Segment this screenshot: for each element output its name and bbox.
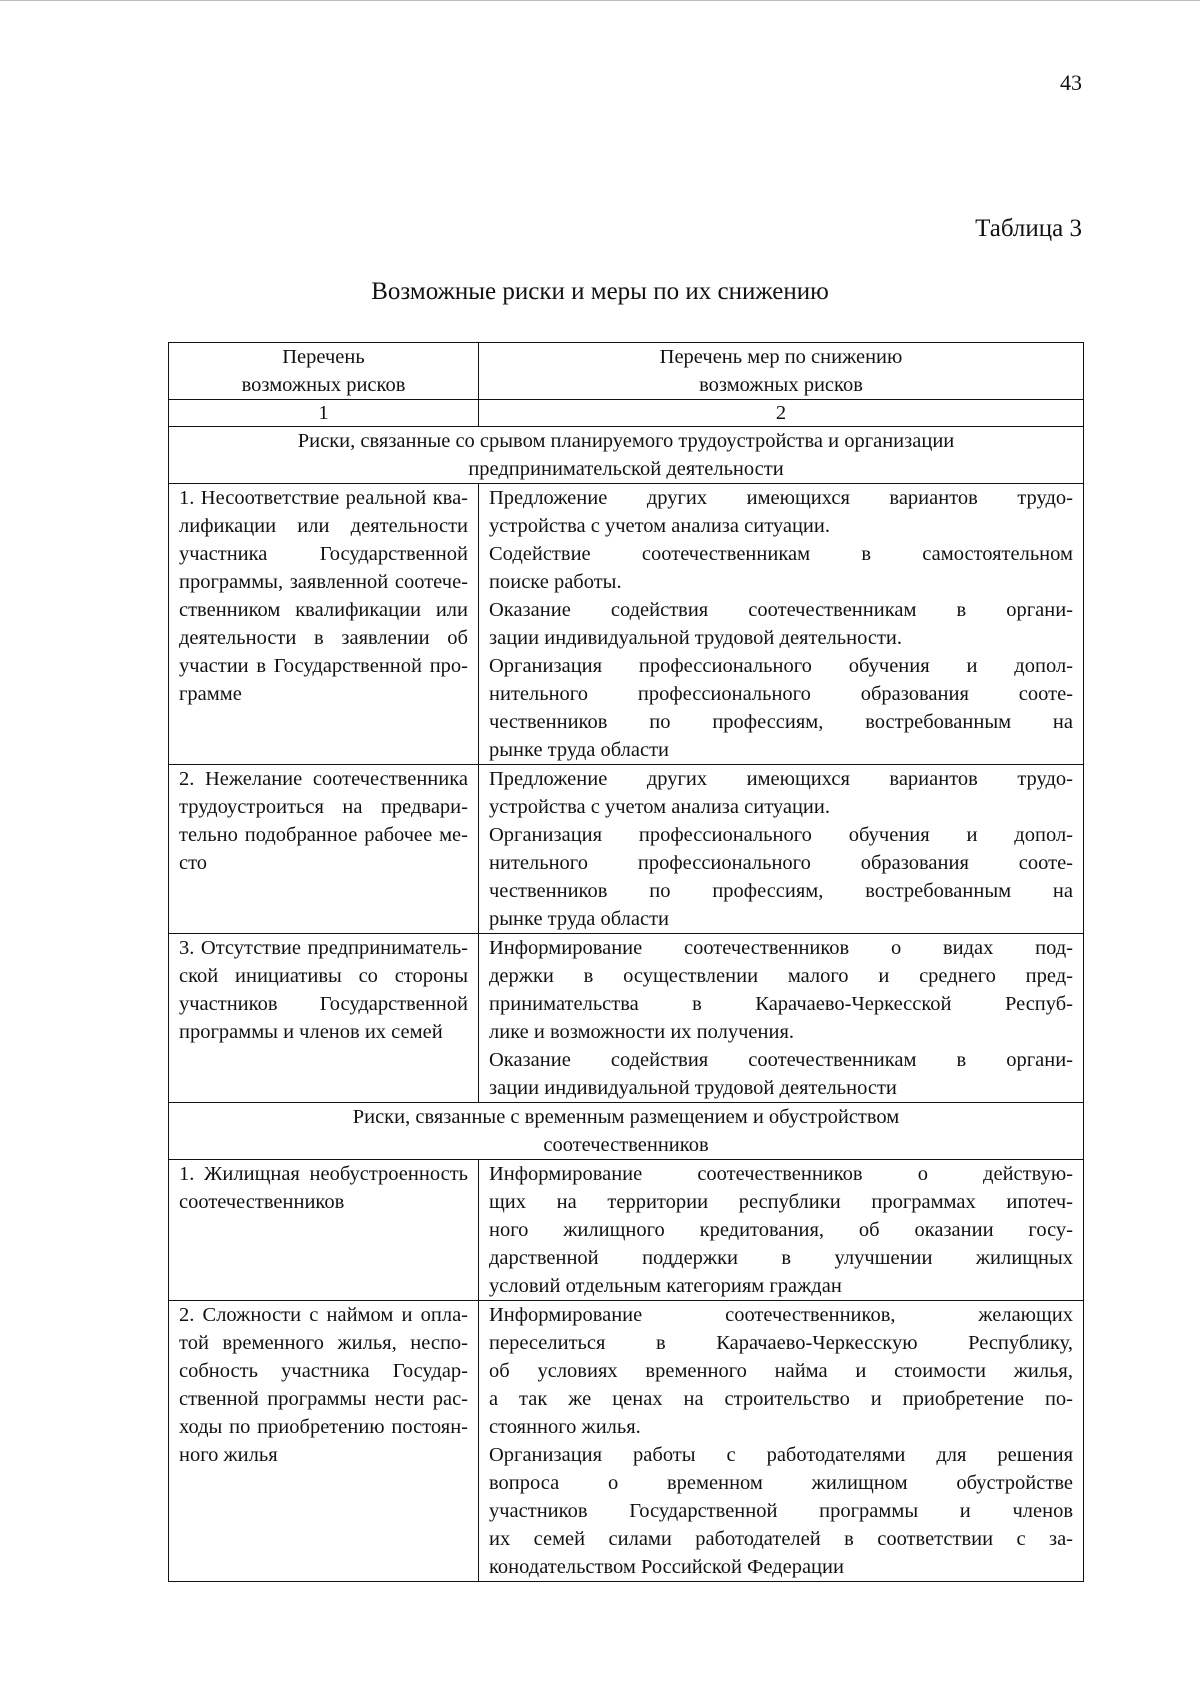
risk-cell bbox=[169, 1160, 479, 1301]
measures-line: рынке труда области bbox=[489, 739, 669, 761]
risk-line: деятельности в заявлении об bbox=[179, 627, 468, 649]
risk-line: ного жилья bbox=[179, 1444, 278, 1466]
measures-line: Информирование соотечественников, желающих bbox=[489, 1304, 1073, 1326]
measures-line: переселиться в Карачаево-Черкесскую Республику, bbox=[489, 1332, 1073, 1354]
measures-line: щих на территории республики программах ипотеч- bbox=[489, 1191, 1073, 1213]
measures-line: Содействие соотечественникам в самостоятельном bbox=[489, 543, 1073, 565]
measures-line: зации индивидуальной трудовой деятельности. bbox=[489, 627, 903, 649]
section-title bbox=[169, 1103, 1084, 1160]
column-number-2: 2 bbox=[479, 400, 1084, 427]
section-title-line: Риски, связанные со срывом планируемого трудоустройства и организации bbox=[297, 430, 955, 452]
measures-line: Оказание содействия соотечественникам в органи- bbox=[489, 1049, 1073, 1071]
measures-line: Информирование соотечественников о действую- bbox=[489, 1163, 1073, 1185]
section-row bbox=[169, 427, 1084, 484]
section-row bbox=[169, 1103, 1084, 1160]
header-col2 bbox=[479, 343, 1084, 400]
risk-line: сто bbox=[179, 852, 208, 874]
column-number-1: 1 bbox=[169, 400, 479, 427]
measures-line: Организация профессионального обучения и допол- bbox=[489, 655, 1073, 677]
header-col1-line: возможных рисков bbox=[241, 374, 406, 396]
header-col2-line: возможных рисков bbox=[699, 374, 863, 396]
measures-line: принимательства в Карачаево-Черкесской Респуб- bbox=[489, 993, 1073, 1015]
page-title: Возможные риски и меры по их снижению bbox=[371, 278, 829, 305]
measures-line: условий отдельным категориям граждан bbox=[489, 1275, 842, 1297]
measures-line: их семей силами работодателей в соответствии с за- bbox=[489, 1528, 1073, 1550]
measures-line: ного жилищного кредитования, об оказании госу- bbox=[489, 1219, 1073, 1241]
risk-line: 1. Несоответствие реальной ква- bbox=[179, 487, 468, 509]
measures-line: зации индивидуальной трудовой деятельности bbox=[489, 1077, 897, 1099]
measures-line: Оказание содействия соотечественникам в органи- bbox=[489, 599, 1073, 621]
table-label: Таблица 3 bbox=[975, 215, 1082, 242]
risk-line: ской инициативы со стороны bbox=[179, 965, 468, 987]
measures-line: Информирование соотечественников о видах под- bbox=[489, 937, 1073, 959]
risk-line: 1. Жилищная необустроенность bbox=[179, 1163, 468, 1185]
measures-line: устройства с учетом анализа ситуации. bbox=[489, 515, 830, 537]
risk-cell bbox=[169, 934, 479, 1103]
measures-line: вопроса о временном жилищном обустройстве bbox=[489, 1472, 1073, 1494]
risk-line: соотечественников bbox=[179, 1191, 345, 1213]
measures-line: нительного профессионального образования соотe- bbox=[489, 683, 1073, 705]
measures-cell bbox=[479, 1160, 1084, 1301]
risk-line: той временного жилья, неспо- bbox=[179, 1332, 468, 1354]
risk-cell bbox=[169, 484, 479, 765]
risk-line: 3. Отсутствие предприниматель- bbox=[179, 937, 468, 959]
table-row bbox=[169, 1160, 1084, 1301]
risk-line: 2. Нежелание соотечественника bbox=[179, 768, 468, 790]
risk-line: программы, заявленной соотече- bbox=[179, 571, 468, 593]
table-row bbox=[169, 934, 1084, 1103]
header-row bbox=[169, 343, 1084, 400]
measures-line: держки в осуществлении малого и среднего пред- bbox=[489, 965, 1073, 987]
measures-line: участников Государственной программы и членов bbox=[489, 1500, 1073, 1522]
measures-line: Организация профессионального обучения и допол- bbox=[489, 824, 1073, 846]
measures-cell bbox=[479, 484, 1084, 765]
measures-line: поиске работы. bbox=[489, 571, 622, 593]
measures-line: Предложение других имеющихся вариантов трудо- bbox=[489, 768, 1073, 790]
measures-cell bbox=[479, 934, 1084, 1103]
measures-cell bbox=[479, 765, 1084, 934]
top-edge-line bbox=[0, 0, 1200, 1]
measures-line: Предложение других имеющихся вариантов трудо- bbox=[489, 487, 1073, 509]
measures-cell bbox=[479, 1301, 1084, 1582]
measures-line: чественников по профессиям, востребованным на bbox=[489, 711, 1073, 733]
section-title-line: соотечественников bbox=[543, 1134, 709, 1156]
header-col2-line: Перечень мер по снижению bbox=[659, 346, 903, 368]
measures-line: чественников по профессиям, востребованным на bbox=[489, 880, 1073, 902]
risk-line: грамме bbox=[179, 683, 242, 705]
measures-line: Организация работы с работодателями для решения bbox=[489, 1444, 1073, 1466]
section-title-line: Риски, связанные с временным размещением и обустройством bbox=[352, 1106, 900, 1128]
table-row bbox=[169, 765, 1084, 934]
header-col1 bbox=[169, 343, 479, 400]
measures-line: конодательством Российской Федерации bbox=[489, 1556, 844, 1578]
column-number-row bbox=[169, 400, 1084, 427]
risk-cell bbox=[169, 765, 479, 934]
risk-line: ходы по приобретению постоян- bbox=[179, 1416, 468, 1438]
section-title-line: предпринимательской деятельности bbox=[468, 458, 784, 480]
measures-line: рынке труда области bbox=[489, 908, 669, 930]
risk-line: программы и членов их семей bbox=[179, 1021, 443, 1043]
risk-line: ственником квалификации или bbox=[179, 599, 468, 621]
measures-line: устройства с учетом анализа ситуации. bbox=[489, 796, 830, 818]
risk-line: 2. Сложности с наймом и опла- bbox=[179, 1304, 468, 1326]
measures-line: об условиях временного найма и стоимости жилья, bbox=[489, 1360, 1073, 1382]
measures-line: нительного профессионального образования соотe- bbox=[489, 852, 1073, 874]
risk-table bbox=[168, 342, 1084, 1582]
risk-line: собность участника Государ- bbox=[179, 1360, 468, 1382]
table-row bbox=[169, 1301, 1084, 1582]
risk-line: лификации или деятельности bbox=[179, 515, 468, 537]
table-row bbox=[169, 484, 1084, 765]
risk-cell bbox=[169, 1301, 479, 1582]
risk-line: ственной программы нести рас- bbox=[179, 1388, 468, 1410]
measures-line: стоянного жилья. bbox=[489, 1416, 641, 1438]
risk-table-body bbox=[169, 343, 1084, 1582]
risk-line: трудоустроиться на предвари- bbox=[179, 796, 468, 818]
risk-line: тельно подобранное рабочее ме- bbox=[179, 824, 468, 846]
header-col1-line: Перечень bbox=[282, 346, 365, 368]
measures-line: а так же ценах на строительство и приобретение по- bbox=[489, 1388, 1073, 1410]
risk-line: участников Государственной bbox=[179, 993, 468, 1015]
risk-line: участника Государственной bbox=[179, 543, 468, 565]
risk-line: участии в Государственной про- bbox=[179, 655, 468, 677]
section-title bbox=[169, 427, 1084, 484]
measures-line: лике и возможности их получения. bbox=[489, 1021, 795, 1043]
page-number: 43 bbox=[1060, 70, 1082, 95]
measures-line: дарственной поддержки в улучшении жилищных bbox=[489, 1247, 1073, 1269]
